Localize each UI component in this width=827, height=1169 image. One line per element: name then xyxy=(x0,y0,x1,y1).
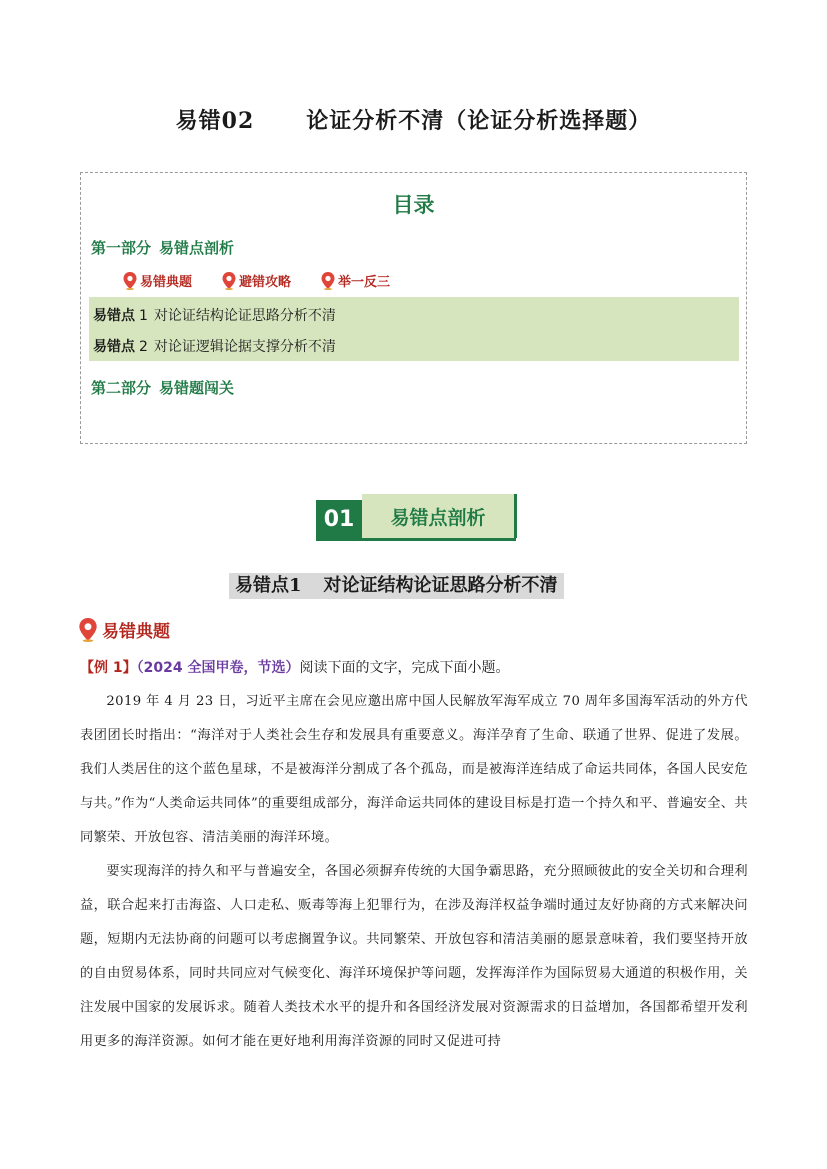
toc-section-label: 避错攻略 xyxy=(239,275,292,290)
location-pin-icon xyxy=(78,618,98,642)
toc-part-1-label: 第一部分 xyxy=(91,239,152,257)
toc-part-2-name: 易错题闯关 xyxy=(159,379,235,397)
toc-section[interactable] xyxy=(123,271,192,290)
point-label: 易错点 xyxy=(93,339,135,355)
page-title xyxy=(0,104,827,135)
sub-heading-text: 易错典题 xyxy=(102,622,170,642)
toc-section-label: 举一反三 xyxy=(338,275,391,290)
toc-section[interactable] xyxy=(222,271,291,290)
toc-point[interactable] xyxy=(93,305,336,325)
location-pin-icon xyxy=(222,272,236,290)
point-number: 2 xyxy=(139,339,148,355)
section-underline xyxy=(316,538,516,541)
toc-points xyxy=(89,297,739,361)
toc-part-2-label: 第二部分 xyxy=(91,379,152,397)
point-label: 易错点 xyxy=(93,308,135,324)
title-text: 论证分析不清（论证分析选择题） xyxy=(306,108,652,134)
section-number: 01 xyxy=(316,500,362,538)
toc-part-2[interactable] xyxy=(91,377,242,398)
passage-paragraph: 要实现海洋的持久和平与普遍安全，各国必须摒弃传统的大国争霸思路，充分照顾彼此的安全关切和合理利益，联合起来打击海盗、人口走私、贩毒等海上犯罪行为，在涉及海洋权益争端时通过友好协商的方式来解决问题，短期内无法协商的问题可以考虑搁置争议。共同繁荣、开放包容和清洁美丽的愿景意味着，我们要坚持开放的自由贸易体系，同时共同应对气候变化、海洋环境保护等问题，发挥海洋作为国际贸易大通道的积极作用，关注发展中国家的发展诉求。随着人类技术水平的提升和各国经济发展对资源需求的日益增加，各国都希望开发利用更多的海洋资源。如何才能在更好地利用海洋资源的同时又促进可持 xyxy=(80,864,748,1049)
toc-point[interactable] xyxy=(93,336,336,356)
example-line xyxy=(80,657,509,677)
section-label: 易错点剖析 xyxy=(362,494,517,538)
location-pin-icon xyxy=(123,272,137,290)
reading-passage xyxy=(80,685,748,1059)
example-instruction: 阅读下面的文字，完成下面小题。 xyxy=(299,660,510,676)
example-source: （2024 全国甲卷，节选） xyxy=(136,660,300,676)
point-text: 对论证结构论证思路分析不清 xyxy=(153,308,336,324)
location-pin-icon xyxy=(321,272,335,290)
toc-section[interactable] xyxy=(321,271,390,290)
point-number: 1 xyxy=(139,308,148,324)
section-banner xyxy=(316,494,516,546)
toc-section-label: 易错典题 xyxy=(140,275,193,290)
title-code: 易错02 xyxy=(175,108,255,134)
point-heading xyxy=(229,573,564,599)
point-text: 对论证逻辑论据支撑分析不清 xyxy=(153,339,336,355)
sub-heading xyxy=(78,617,170,642)
toc-part-1-name: 易错点剖析 xyxy=(159,239,235,257)
toc-title: 目录 xyxy=(392,193,435,217)
point-heading-number: 1 xyxy=(289,575,302,596)
point-heading-text: 对论证结构论证思路分析不清 xyxy=(323,575,558,596)
point-heading-label: 易错点 xyxy=(235,575,289,596)
example-tag: 【例 1】 xyxy=(80,660,137,676)
table-of-contents xyxy=(80,172,747,444)
passage-paragraph: 2019 年 4 月 23 日，习近平主席在会见应邀出席中国人民解放军海军成立 70 周年多国海军活动的外方代表团团长时指出：“海洋对于人类社会生存和发展具有重要意义。海洋孕育了生命、联通了世界、促进了发展。我们人类居住的这个蓝色星球，不是被海洋分割成了各个孤岛，而是被海洋连结成了命运共同体，各国人民安危与共。”作为“人类命运共同体”的重要组成部分，海洋命运共同体的建设目标是打造一个持久和平、普遍安全、共同繁荣、开放包容、清洁美丽的海洋环境。 xyxy=(80,694,748,845)
toc-sections xyxy=(123,271,390,290)
toc-part-1[interactable] xyxy=(91,237,242,258)
